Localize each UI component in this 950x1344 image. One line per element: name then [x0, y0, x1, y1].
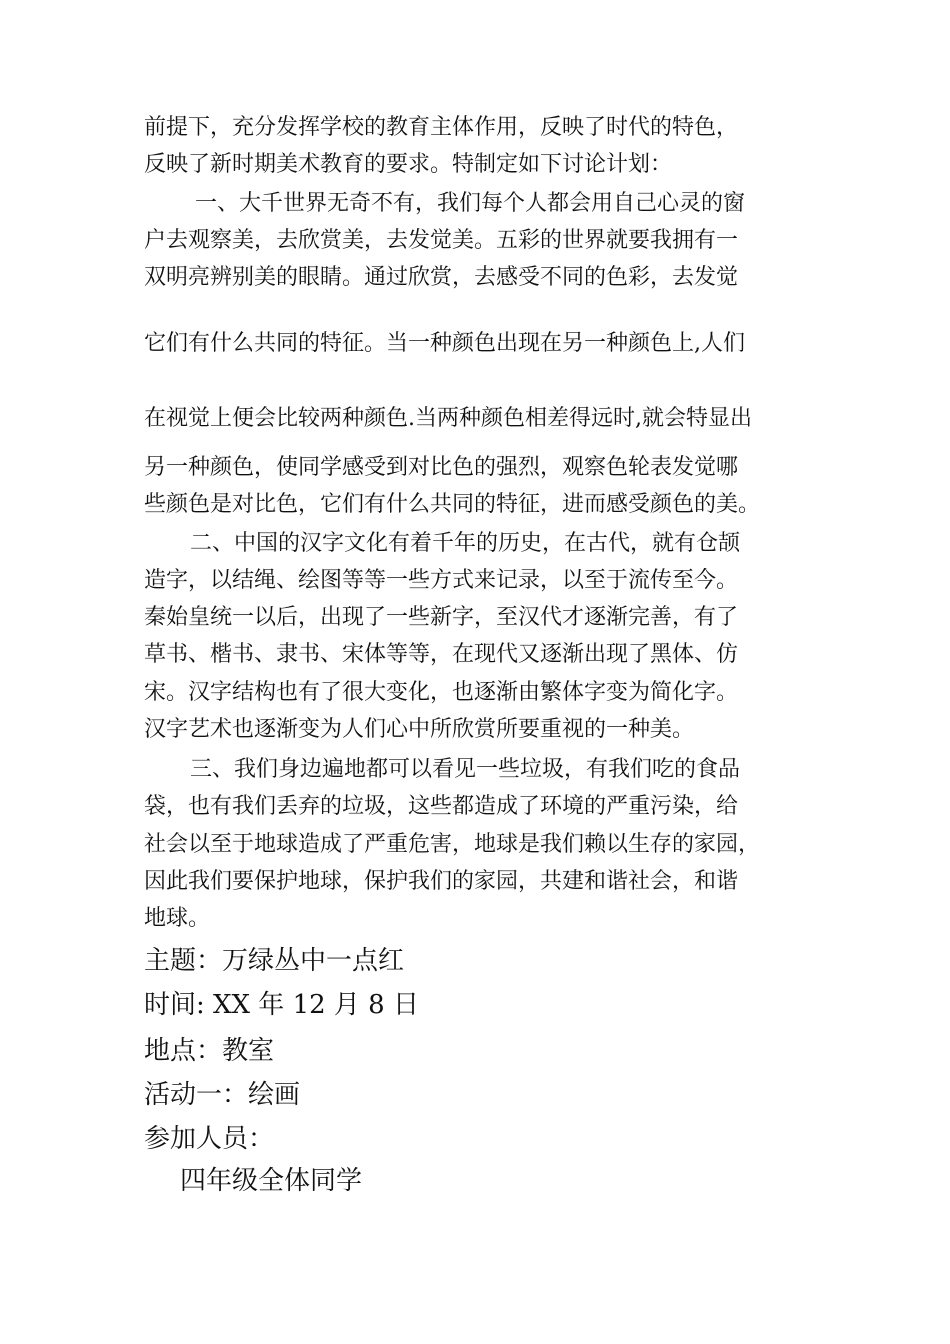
- text-line: 三、我们身边遍地都可以看见一些垃圾，有我们吃的食品: [190, 757, 741, 782]
- text-line: 在视觉上便会比较两种颜色.当两种颜色相差得远时,就会特显出: [144, 406, 752, 431]
- activity-line: 活动一：绘画: [144, 1080, 301, 1110]
- text-line: 秦始皇统一以后，出现了一些新字，至汉代才逐渐完善，有了: [144, 605, 739, 630]
- text-line: 它们有什么共同的特征。当一种颜色出现在另一种颜色上,人们: [144, 331, 745, 356]
- text-line: 二、中国的汉字文化有着千年的历史，在古代，就有仓颉: [190, 531, 741, 556]
- text-line: 宋。汉字结构也有了很大变化，也逐渐由繁体字变为简化字。: [144, 680, 739, 705]
- time-line: 时间: XX 年 12 月 8 日: [144, 990, 419, 1020]
- text-line: 汉字艺术也逐渐变为人们心中所欣赏所要重视的一种美。: [144, 717, 695, 742]
- text-line: 户去观察美，去欣赏美，去发觉美。五彩的世界就要我拥有一: [144, 228, 739, 253]
- text-line: 因此我们要保护地球，保护我们的家园，共建和谐社会，和谐: [144, 869, 739, 894]
- text-line: 双明亮辨别美的眼睛。通过欣赏，去感受不同的色彩，去发觉: [144, 265, 739, 290]
- text-line: 袋，也有我们丢弃的垃圾，这些都造成了环境的严重污染，给: [144, 794, 739, 819]
- place-line: 地点：教室: [144, 1036, 275, 1066]
- participants-value: 四年级全体同学: [180, 1166, 363, 1196]
- text-line: 地球。: [144, 906, 211, 931]
- participants-label: 参加人员：: [144, 1124, 275, 1154]
- text-line: 一、大千世界无奇不有，我们每个人都会用自己心灵的窗: [195, 191, 746, 216]
- text-line: 社会以至于地球造成了严重危害，地球是我们赖以生存的家园，: [144, 832, 761, 857]
- theme-line: 主题：万绿丛中一点红: [144, 946, 405, 976]
- text-line: 草书、楷书、隶书、宋体等等，在现代又逐渐出现了黑体、仿: [144, 642, 739, 667]
- text-line: 前提下，充分发挥学校的教育主体作用，反映了时代的特色，: [144, 115, 739, 140]
- text-line: 反映了新时期美术教育的要求。特制定如下讨论计划：: [144, 152, 673, 177]
- text-line: 些颜色是对比色，它们有什么共同的特征，进而感受颜色的美。: [144, 492, 761, 517]
- text-line: 造字，以结绳、绘图等等一些方式来记录，以至于流传至今。: [144, 568, 739, 593]
- text-line: 另一种颜色，使同学感受到对比色的强烈，观察色轮表发觉哪: [144, 455, 739, 480]
